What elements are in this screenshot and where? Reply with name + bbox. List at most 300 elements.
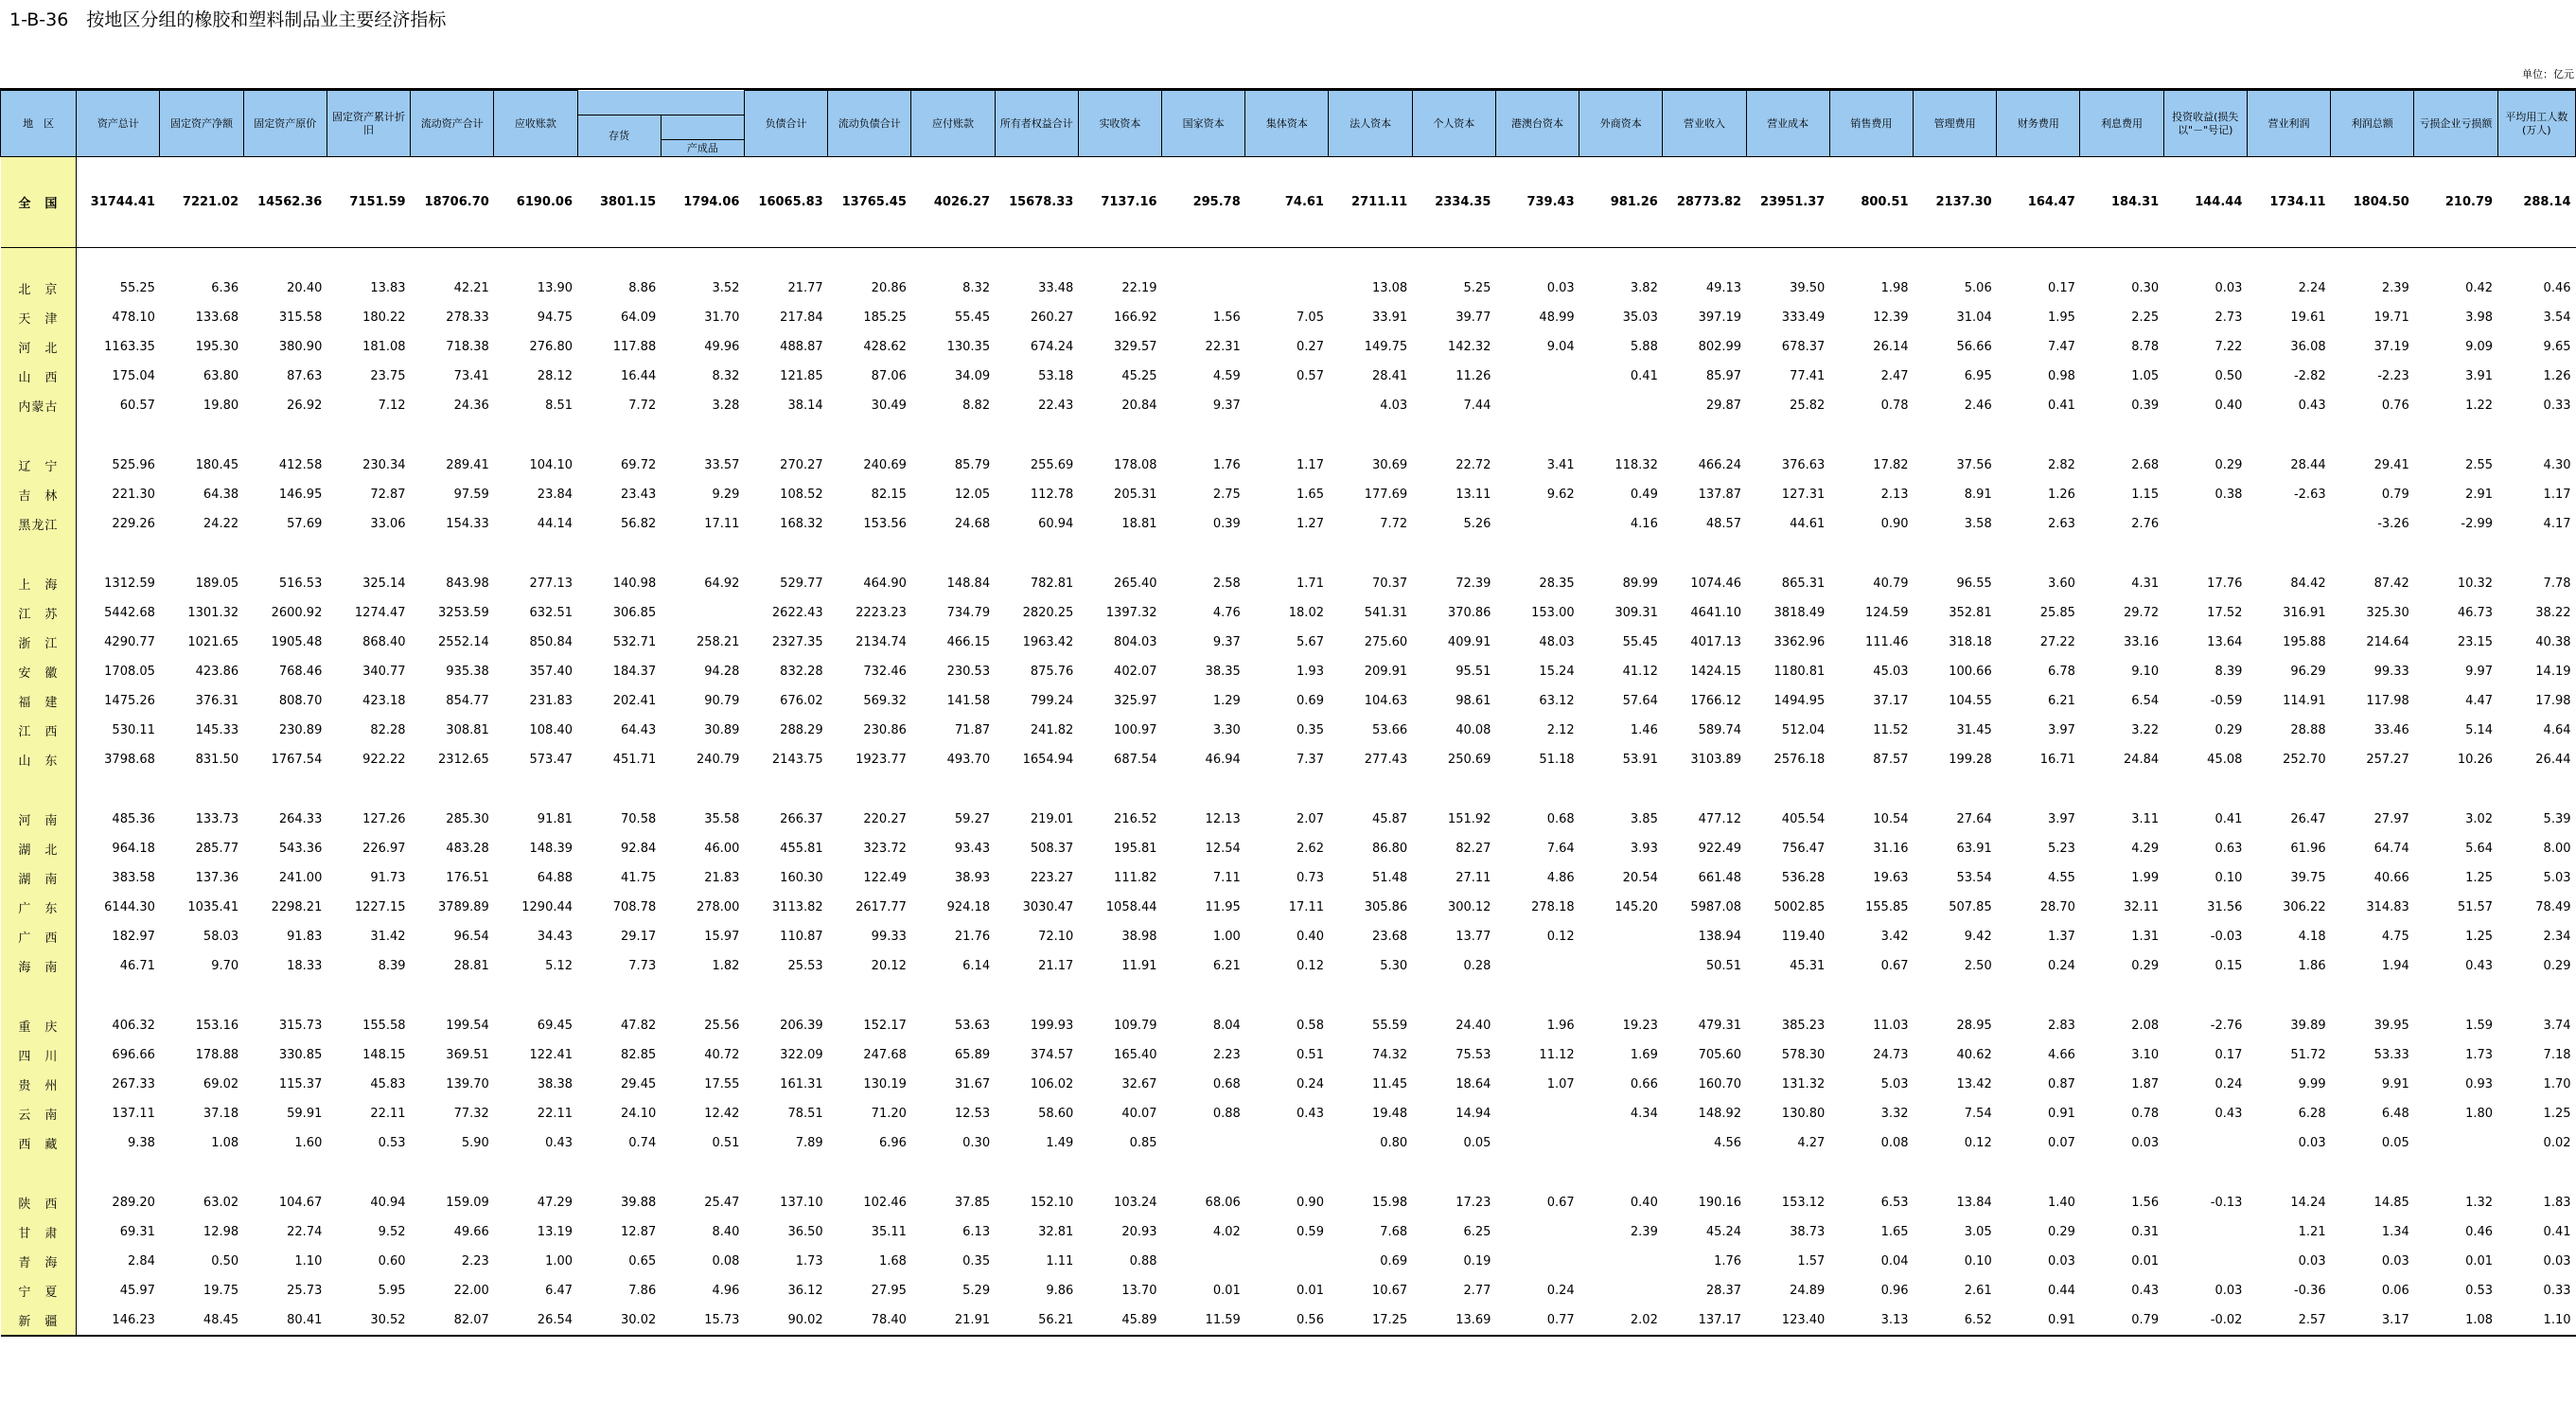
value-cell: 45.83	[370, 1077, 406, 1091]
value-cell: 21.77	[787, 281, 823, 295]
value-cell: 29.87	[1705, 399, 1742, 413]
value-cell: 0.65	[628, 1254, 657, 1269]
value-cell: 3.10	[2131, 1048, 2160, 1062]
value-cell: 6.21	[2048, 694, 2075, 708]
value-cell: 4.27	[1797, 1136, 1826, 1150]
value-cell: 30.69	[1371, 458, 1408, 472]
region-cell: 山 西	[1, 362, 77, 391]
value-cell: 28.41	[1371, 369, 1408, 383]
col-fixed-net: 固定资产净额	[160, 91, 243, 157]
region-cell: 福 建	[1, 686, 77, 716]
value-cell: 11.45	[1371, 1077, 1408, 1091]
value-cell: 7.72	[628, 399, 657, 413]
value-cell: 7.18	[2543, 1048, 2571, 1062]
value-cell: 1.40	[2048, 1196, 2075, 1210]
value-cell: 37.85	[954, 1196, 991, 1210]
value-cell: 86.80	[1371, 842, 1408, 856]
value-cell: 1397.32	[1105, 606, 1157, 620]
value-cell: 82.15	[871, 488, 907, 502]
table-row	[1, 1040, 2576, 1070]
value-cell: 148.92	[1698, 1107, 1742, 1121]
value-cell: 55.59	[1371, 1019, 1408, 1033]
value-cell: 277.43	[1364, 753, 1408, 767]
value-cell: 13.08	[1371, 281, 1408, 295]
value-cell: 68.06	[1205, 1196, 1241, 1210]
value-cell: 0.29	[2214, 458, 2243, 472]
value-cell: 7151.59	[326, 157, 410, 248]
value-cell: 7.72	[1380, 517, 1408, 531]
value-cell: 516.53	[278, 577, 323, 591]
value-cell: 409.91	[1447, 635, 1491, 649]
value-cell: 19.61	[2290, 311, 2326, 325]
value-cell: 3113.82	[771, 900, 823, 914]
value-cell: 7.64	[1546, 842, 1575, 856]
value-cell: 3798.68	[104, 753, 155, 767]
value-cell: 19.80	[203, 399, 239, 413]
value-cell: 230.53	[946, 665, 991, 679]
value-cell: 51.57	[2457, 900, 2494, 914]
value-cell: 64.88	[537, 871, 573, 885]
value-cell: 405.54	[1781, 812, 1826, 826]
value-cell: 397.19	[1698, 311, 1742, 325]
value-cell: 34.09	[954, 369, 991, 383]
value-cell: 12.13	[1205, 812, 1241, 826]
value-cell: 31.70	[704, 311, 740, 325]
value-cell: 0.29	[2131, 959, 2160, 973]
value-cell: 277.13	[529, 577, 573, 591]
value-cell: 1.37	[2048, 930, 2075, 944]
value-cell: 2.46	[1964, 399, 1992, 413]
value-cell: 1.08	[2414, 1305, 2497, 1336]
value-cell: 265.40	[1114, 577, 1157, 591]
value-cell: 2.84	[127, 1254, 155, 1269]
value-cell: 257.27	[2366, 753, 2409, 767]
value-cell: 333.49	[1781, 311, 1826, 325]
value-cell: 25.56	[704, 1019, 740, 1033]
value-cell: 1.56	[1212, 311, 1241, 325]
value-cell: 130.80	[1781, 1107, 1826, 1121]
value-cell: 5.67	[1297, 635, 1324, 649]
value-cell: 1923.77	[856, 753, 907, 767]
value-cell: 117.88	[612, 340, 657, 354]
value-cell: 0.50	[2214, 369, 2243, 383]
value-cell: 223.27	[1030, 871, 1074, 885]
value-cell: 22.00	[453, 1284, 489, 1298]
value-cell: 402.07	[1114, 665, 1157, 679]
col-legal: 法人资本	[1329, 91, 1412, 157]
col-finance: 财务费用	[1997, 91, 2080, 157]
value-cell: 0.68	[1212, 1077, 1241, 1091]
value-cell: 31.42	[370, 930, 406, 944]
value-cell: 181.08	[362, 340, 406, 354]
value-cell: 6.36	[211, 281, 239, 295]
value-cell: 0.88	[1212, 1107, 1241, 1121]
table-row	[1, 1305, 2576, 1336]
value-cell: 20.12	[871, 959, 907, 973]
value-cell: 0.67	[1546, 1196, 1575, 1210]
value-cell: 0.29	[2048, 1225, 2075, 1239]
value-cell: 17.55	[704, 1077, 740, 1091]
value-cell: 5.06	[1964, 281, 1992, 295]
value-cell: 199.28	[1949, 753, 1992, 767]
value-cell: 2.13	[1880, 488, 1909, 502]
region-cell: 黑龙江	[1, 509, 77, 539]
value-cell: 0.01	[1212, 1284, 1241, 1298]
region-cell: 湖 南	[1, 863, 77, 893]
value-cell: 64.38	[203, 488, 239, 502]
value-cell: 1494.95	[1773, 694, 1826, 708]
value-cell: 5002.85	[1773, 900, 1826, 914]
value-cell: 108.52	[780, 488, 823, 502]
value-cell: 5.39	[2543, 812, 2571, 826]
value-cell: 80.41	[243, 1305, 326, 1336]
value-cell: 2.50	[1964, 959, 1992, 973]
value-cell: 854.77	[446, 694, 489, 708]
value-cell: 58.03	[203, 930, 239, 944]
gap-fill	[77, 774, 2576, 805]
region-cell: 上 海	[1, 569, 77, 598]
value-cell: 184.37	[612, 665, 657, 679]
value-cell: 30.02	[577, 1305, 661, 1336]
value-cell: 1.73	[795, 1254, 823, 1269]
table-row	[1, 332, 2576, 362]
value-cell: 23.84	[537, 488, 573, 502]
value-cell: 18706.70	[411, 157, 494, 248]
value-cell: 1475.26	[104, 694, 155, 708]
value-cell: 1.00	[1212, 930, 1241, 944]
value-cell: 31744.41	[77, 157, 160, 248]
value-cell: 3.97	[2048, 812, 2075, 826]
value-cell: 180.22	[362, 311, 406, 325]
value-cell: 90.02	[744, 1305, 827, 1336]
value-cell: 325.30	[2366, 606, 2409, 620]
value-cell: 8.32	[712, 369, 740, 383]
value-cell: 82.27	[1456, 842, 1491, 856]
value-cell: 53.54	[1956, 871, 1992, 885]
value-cell: 2.08	[2131, 1019, 2160, 1033]
value-cell: 275.60	[1364, 635, 1408, 649]
value-cell: 0.29	[2543, 959, 2571, 973]
value-cell: 0.80	[1380, 1136, 1408, 1150]
value-cell: 5987.08	[1690, 900, 1742, 914]
value-cell: 5.26	[1463, 517, 1491, 531]
value-cell: 7.73	[628, 959, 657, 973]
value-cell: 15.98	[1371, 1196, 1408, 1210]
value-cell: 1.27	[1297, 517, 1324, 531]
value-cell: 479.31	[1698, 1019, 1742, 1033]
value-cell: 24.36	[453, 399, 489, 413]
value-cell: 7.68	[1380, 1225, 1408, 1239]
value-cell: 1058.44	[1105, 900, 1157, 914]
region-cell: 江 苏	[1, 598, 77, 628]
value-cell: 11.12	[1539, 1048, 1575, 1062]
value-cell: 50.51	[1705, 959, 1742, 973]
value-cell: 72.10	[1038, 930, 1074, 944]
value-cell: 1.25	[2465, 930, 2494, 944]
value-cell: 478.10	[112, 311, 155, 325]
value-cell: 32.11	[2123, 900, 2160, 914]
value-cell: 177.69	[1364, 488, 1408, 502]
value-cell	[661, 598, 744, 628]
value-cell: 47.82	[621, 1019, 657, 1033]
value-cell: 2.77	[1463, 1284, 1491, 1298]
value-cell: 22.11	[370, 1107, 406, 1121]
value-cell: 323.72	[863, 842, 907, 856]
value-cell: 536.28	[1781, 871, 1826, 885]
value-cell: 1.25	[2465, 871, 2494, 885]
value-cell: 1963.42	[1022, 635, 1074, 649]
value-cell: 230.89	[278, 723, 323, 737]
table-row	[1, 834, 2576, 863]
value-cell: 9.04	[1546, 340, 1575, 354]
region-cell: 北 京	[1, 274, 77, 303]
value-cell: 3030.47	[1022, 900, 1074, 914]
value-cell: 7221.02	[160, 157, 243, 248]
value-cell: 9.10	[2131, 665, 2160, 679]
value-cell: 119.40	[1781, 930, 1826, 944]
value-cell: 55.45	[954, 311, 991, 325]
value-cell: 9.37	[1212, 399, 1241, 413]
table-row	[1, 745, 2576, 774]
col-invest-income: 投资收益(损失以"－"号记)	[2163, 91, 2247, 157]
value-cell: 734.79	[946, 606, 991, 620]
value-cell: 104.55	[1949, 694, 1992, 708]
value-cell: 17.11	[704, 517, 740, 531]
col-loss-firms: 亏损企业亏损额	[2414, 91, 2497, 157]
value-cell: 288.14	[2497, 157, 2575, 248]
value-cell: 53.18	[1038, 369, 1074, 383]
value-cell: 205.31	[1114, 488, 1157, 502]
value-cell: 1.56	[2131, 1196, 2160, 1210]
value-cell: 1.11	[1046, 1254, 1074, 1269]
value-cell: 18.02	[1288, 606, 1324, 620]
value-cell: 0.98	[2048, 369, 2075, 383]
value-cell: 6.48	[2381, 1107, 2409, 1121]
value-cell: 95.51	[1456, 665, 1491, 679]
value-cell: 1.87	[2131, 1077, 2160, 1091]
value-cell: 1.31	[2131, 930, 2160, 944]
value-cell: 676.02	[780, 694, 823, 708]
value-cell: 530.11	[112, 723, 155, 737]
value-cell: 8.51	[545, 399, 573, 413]
value-cell: 168.32	[780, 517, 823, 531]
value-cell: 0.02	[2543, 1136, 2571, 1150]
value-cell: 30.52	[326, 1305, 410, 1336]
value-cell: 278.00	[696, 900, 740, 914]
value-cell: 0.33	[2543, 1284, 2571, 1298]
value-cell: 4.34	[1630, 1107, 1658, 1121]
value-cell: 4.75	[2381, 930, 2409, 944]
value-cell: 3.32	[1880, 1107, 1909, 1121]
value-cell: 466.24	[1698, 458, 1742, 472]
value-cell: 195.88	[2283, 635, 2326, 649]
col-revenue: 营业收入	[1663, 91, 1746, 157]
value-cell: 2.02	[1579, 1305, 1663, 1336]
value-cell: 22.31	[1205, 340, 1241, 354]
value-cell: 1.76	[1212, 458, 1241, 472]
value-cell: 0.19	[1463, 1254, 1491, 1269]
region-cell: 陕 西	[1, 1188, 77, 1217]
value-cell: 49.13	[1705, 281, 1742, 295]
region-cell: 湖 北	[1, 834, 77, 863]
value-cell: 104.67	[278, 1196, 323, 1210]
table-row	[1, 303, 2576, 332]
value-cell: 0.03	[2381, 1254, 2409, 1269]
value-cell: 23.15	[2457, 635, 2494, 649]
value-cell: 60.57	[119, 399, 155, 413]
value-cell: 9.97	[2465, 665, 2494, 679]
col-payables: 应付账款	[911, 91, 995, 157]
value-cell: 0.03	[2214, 281, 2243, 295]
value-cell: 39.89	[2290, 1019, 2326, 1033]
value-cell: 0.15	[2214, 959, 2243, 973]
value-cell: 190.16	[1698, 1196, 1742, 1210]
value-cell: 99.33	[871, 930, 907, 944]
value-cell: 0.42	[2465, 281, 2494, 295]
value-cell: 71.87	[954, 723, 991, 737]
value-cell: 4.02	[1212, 1225, 1241, 1239]
value-cell: 5.03	[2543, 871, 2571, 885]
value-cell: 56.82	[621, 517, 657, 531]
value-cell: 17.76	[2207, 577, 2243, 591]
value-cell: 2.55	[2465, 458, 2494, 472]
value-cell: 512.04	[1781, 723, 1826, 737]
value-cell	[1579, 922, 1663, 951]
value-cell: 152.10	[1030, 1196, 1074, 1210]
value-cell: 14.85	[2373, 1196, 2409, 1210]
value-cell: 1312.59	[104, 577, 155, 591]
value-cell: 0.29	[2214, 723, 2243, 737]
value-cell: 231.83	[529, 694, 573, 708]
value-cell: 0.08	[1880, 1136, 1909, 1150]
value-cell: 70.58	[621, 812, 657, 826]
value-cell: 202.41	[612, 694, 657, 708]
value-cell: 0.03	[1546, 281, 1575, 295]
value-cell: 139.70	[446, 1077, 489, 1091]
value-cell: 2.91	[2465, 488, 2494, 502]
col-personal: 个人资本	[1412, 91, 1495, 157]
value-cell: 24.89	[1790, 1284, 1826, 1298]
value-cell: 33.91	[1371, 311, 1408, 325]
gap-fill	[77, 420, 2576, 451]
value-cell: 8.40	[712, 1225, 740, 1239]
value-cell: 493.70	[946, 753, 991, 767]
region-cell: 江 西	[1, 716, 77, 745]
value-cell: 1804.50	[2331, 157, 2414, 248]
value-cell: 3.54	[2543, 311, 2571, 325]
value-cell: 0.39	[1212, 517, 1241, 531]
value-cell: 406.32	[112, 1019, 155, 1033]
value-cell: 13.90	[537, 281, 573, 295]
value-cell: 137.10	[780, 1196, 823, 1210]
value-cell: 2.39	[2381, 281, 2409, 295]
value-cell: 33.46	[2373, 723, 2409, 737]
value-cell: 26.47	[2290, 812, 2326, 826]
value-cell: 175.04	[112, 369, 155, 383]
value-cell: 31.04	[1956, 311, 1992, 325]
value-cell: 1.76	[1714, 1254, 1742, 1269]
value-cell: 0.40	[1297, 930, 1324, 944]
value-cell: 41.75	[621, 871, 657, 885]
value-cell: 1.73	[2465, 1048, 2494, 1062]
value-cell: 5.30	[1380, 959, 1408, 973]
value-cell: 19.75	[203, 1284, 239, 1298]
value-cell: 2617.77	[856, 900, 907, 914]
value-cell: 0.85	[1129, 1136, 1157, 1150]
value-cell: 58.60	[1038, 1107, 1074, 1121]
value-cell: 12.05	[954, 488, 991, 502]
value-cell: 9.42	[1964, 930, 1992, 944]
value-cell: 1.60	[294, 1136, 323, 1150]
value-cell: 423.18	[362, 694, 406, 708]
value-cell: 2622.43	[771, 606, 823, 620]
value-cell: 37.19	[2373, 340, 2409, 354]
value-cell: 32.67	[1121, 1077, 1157, 1091]
value-cell: 13.77	[1456, 930, 1491, 944]
value-cell: 26.92	[287, 399, 323, 413]
value-cell: 142.32	[1447, 340, 1491, 354]
value-cell: 13.83	[370, 281, 406, 295]
value-cell: 10.32	[2457, 577, 2494, 591]
value-cell: 45.87	[1371, 812, 1408, 826]
value-cell: 6.28	[2298, 1107, 2326, 1121]
value-cell: 45.31	[1790, 959, 1826, 973]
value-cell: 4290.77	[104, 635, 155, 649]
region-cell: 四 川	[1, 1040, 77, 1070]
value-cell: 9.09	[2465, 340, 2494, 354]
value-cell: 7.54	[1964, 1107, 1992, 1121]
table-row	[1, 1128, 2576, 1158]
value-cell: 4.16	[1630, 517, 1658, 531]
value-cell: 4.76	[1212, 606, 1241, 620]
value-cell: 247.68	[863, 1048, 907, 1062]
value-cell: 14.24	[2290, 1196, 2326, 1210]
value-cell: 0.77	[1495, 1305, 1579, 1336]
value-cell: 133.68	[195, 311, 239, 325]
value-cell: 69.45	[537, 1019, 573, 1033]
region-cell: 全 国	[1, 157, 77, 248]
value-cell: 184.31	[2080, 157, 2163, 248]
unit-label: 单位：亿元	[2522, 68, 2574, 80]
value-cell: 306.85	[612, 606, 657, 620]
value-cell: 8.04	[1212, 1019, 1241, 1033]
value-cell: 98.61	[1456, 694, 1491, 708]
value-cell: 7.47	[2048, 340, 2075, 354]
value-cell: 24.73	[1873, 1048, 1909, 1062]
value-cell: 63.80	[203, 369, 239, 383]
value-cell: 289.41	[446, 458, 489, 472]
value-cell: 8.39	[378, 959, 406, 973]
value-cell: 278.33	[446, 311, 489, 325]
value-cell: 2.58	[1212, 577, 1241, 591]
value-cell: 28.12	[537, 369, 573, 383]
value-cell: 1.17	[2543, 488, 2571, 502]
value-cell: 258.21	[696, 635, 740, 649]
value-cell: 2.24	[2298, 281, 2326, 295]
value-cell: 276.80	[529, 340, 573, 354]
value-cell: 87.42	[2373, 577, 2409, 591]
value-cell: 1.34	[2381, 1225, 2409, 1239]
value-cell: 2.23	[1212, 1048, 1241, 1062]
value-cell: 6.21	[1212, 959, 1241, 973]
value-cell: 127.26	[362, 812, 406, 826]
value-cell: 45.97	[119, 1284, 155, 1298]
value-cell: 3.52	[712, 281, 740, 295]
col-admin: 管理费用	[1914, 91, 1997, 157]
value-cell: 28.35	[1539, 577, 1575, 591]
value-cell: 27.22	[2039, 635, 2075, 649]
value-cell: 1.29	[1212, 694, 1241, 708]
